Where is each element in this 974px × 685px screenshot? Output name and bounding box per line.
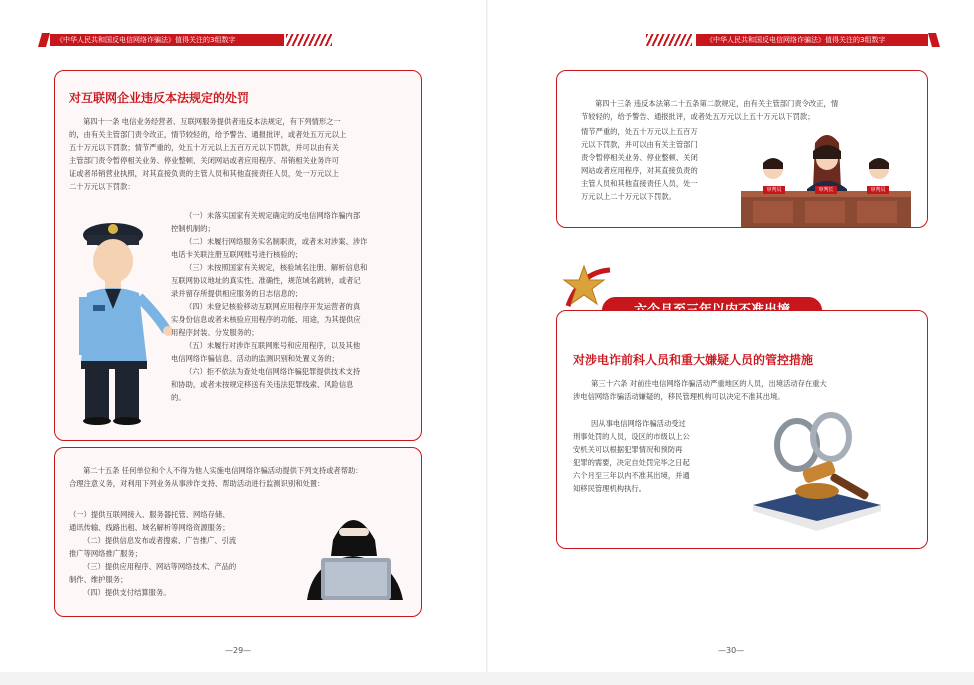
text-line: （一）未落实国家有关规定确定的反电信网络诈骗内部	[185, 211, 361, 220]
text-line: 主管人员和其他直接责任人员，处一	[581, 179, 698, 188]
text-line: 通讯传输、线路出租、域名解析等网络资源服务；	[69, 523, 230, 532]
text-line: 的，由有关主管部门责令改正，情节较轻的，给予警告、通报批评，或者处五万元以上	[69, 130, 347, 139]
left-header-stripes	[286, 34, 332, 46]
text-line: 涉电信网络诈骗活动嫌疑的，移民管理机构可以决定不准其出境。	[573, 392, 785, 401]
exit-control-panel	[556, 310, 928, 549]
bottom-band	[0, 672, 974, 685]
article-36-intro	[573, 377, 913, 403]
header-flag-icon	[928, 33, 940, 47]
text-line: 控制机制的；	[171, 224, 215, 233]
text-line: 因从事电信网络诈骗活动受过	[591, 419, 686, 428]
text-line: 第四十一条 电信业务经营者、互联网服务提供者违反本法规定，有下列情形之一	[83, 117, 341, 126]
text-line: 录并留存所提供相应服务的日志信息的；	[171, 289, 303, 298]
text-line: 证或者吊销营业执照，对其直接负责的主管人员和其他直接责任人员，处一万元以上	[69, 169, 339, 178]
court-judges-icon	[741, 129, 911, 227]
text-line: 电信网络诈骗信息、活动的监测识别和处置义务的；	[171, 354, 339, 363]
text-line: 犯罪的需要，决定自处罚完毕之日起	[573, 458, 690, 467]
handcuffs-gavel-icon	[747, 409, 887, 533]
right-header	[560, 34, 940, 46]
police-officer-icon	[69, 213, 173, 425]
text-line: 刑事处罚的人员，设区的市级以上公	[573, 432, 690, 441]
text-line: （一）提供互联网接入、服务器托管、网络存储、	[69, 510, 230, 519]
text-line: （六）拒不依法为查处电信网络诈骗犯罪提供技术支持	[185, 367, 361, 376]
page-divider	[486, 0, 488, 685]
text-line: （五）未履行对涉诈互联网账号和应用程序，以及其他	[185, 341, 361, 350]
section-title: 对互联网企业违反本法规定的处罚	[69, 91, 250, 105]
section-title: 对涉电诈前科人员和重大嫌疑人员的管控措施	[573, 353, 814, 367]
right-header-title: 《中华人民共和国反电信网络诈骗法》值得关注的3组数字	[706, 36, 886, 44]
text-line: 互联网协议地址的真实性、准确性，规范域名跳转，或者记	[171, 276, 361, 285]
text-line: 五十万元以下罚款；情节严重的，处五十万元以上五百万元以下罚款，并可以由有关	[69, 143, 339, 152]
text-line: （二）未履行网络服务实名制职责，或者未对涉案、涉诈	[185, 237, 368, 246]
article-25-intro	[69, 464, 409, 490]
text-line: 实身份信息或者未核验应用程序的功能、用途，为其提供应	[171, 315, 361, 324]
text-line: 制作、维护服务；	[69, 575, 128, 584]
article-43-body	[581, 125, 741, 203]
text-line: 二十万元以下罚款：	[69, 182, 135, 191]
text-line: 和协助，或者未按规定移送有关违法犯罪线索、风险信息	[171, 380, 354, 389]
text-line: （四）提供支付结算服务。	[83, 588, 171, 597]
header-flag-icon	[38, 33, 50, 47]
text-line: 电话卡关联注册互联网账号进行核验的；	[171, 250, 303, 259]
text-line: 安机关可以根据犯罪情况和预防再	[573, 445, 683, 454]
text-line: 第三十六条 对前往电信网络诈骗活动严重地区的人员，出境活动存在重大	[591, 379, 827, 388]
text-line: 节较轻的，给予警告、通报批评，或者处五万元以上五十万元以下罚款；	[581, 112, 815, 121]
article-43-panel	[556, 70, 928, 228]
text-line: （四）未登记核验移动互联网应用程序开发运营者的真	[185, 302, 361, 311]
hacker-icon	[303, 500, 407, 600]
text-line: 第二十五条 任何单位和个人不得为他人实施电信网络诈骗活动提供下列支持或者帮助：	[83, 466, 363, 475]
text-line: 合理注意义务，对利用下列业务从事涉诈支持、帮助活动进行监测识别和处置：	[69, 479, 325, 488]
text-line: （二）提供信息发布或者搜索、广告推广、引流	[83, 536, 237, 545]
text-line: 第四十三条 违反本法第二十五条第二款规定，由有关主管部门责令改正，情	[595, 99, 839, 108]
left-header	[38, 34, 418, 46]
text-line: 推广等网络推广服务；	[69, 549, 142, 558]
text-line: 用程序封装、分发服务的；	[171, 328, 259, 337]
text-line: （三）未按照国家有关规定，核验域名注册、解析信息和	[185, 263, 368, 272]
text-line: 元以下罚款，并可以由有关主管部门	[581, 140, 698, 149]
penalty-panel	[54, 70, 422, 441]
judge-nameplate: 审判长	[815, 186, 837, 194]
text-line: 责令暂停相关业务、停业整顿、关闭	[581, 153, 698, 162]
judge-nameplate: 审判员	[763, 186, 785, 194]
text-line: 情节严重的，处五十万元以上五百万	[581, 127, 698, 136]
left-header-title: 《中华人民共和国反电信网络诈骗法》值得关注的3组数字	[56, 36, 236, 44]
text-line: 主管部门责令暂停相关业务、停业整顿、关闭网站或者应用程序、吊销相关业务许可	[69, 156, 339, 165]
article-43-intro	[581, 97, 913, 123]
text-line: 的。	[171, 393, 186, 402]
support-panel	[54, 447, 422, 617]
text-line: 六个月至三年以内不准其出境，并通	[573, 471, 690, 480]
article-41-intro	[69, 115, 409, 193]
text-line: 知移民管理机构执行。	[573, 484, 646, 493]
article-25-items	[69, 508, 279, 599]
text-line: （三）提供应用程序、网站等网络技术、产品的	[83, 562, 237, 571]
page-number: —29—	[225, 646, 252, 655]
article-41-items	[171, 209, 407, 404]
right-header-stripes	[646, 34, 692, 46]
exit-ban-body	[573, 417, 733, 495]
text-line: 万元以上二十万元以下罚款。	[581, 192, 676, 201]
text-line: 网站或者应用程序，对其直接负责的	[581, 166, 698, 175]
page-number: —30—	[718, 646, 745, 655]
judge-nameplate: 审判员	[867, 186, 889, 194]
